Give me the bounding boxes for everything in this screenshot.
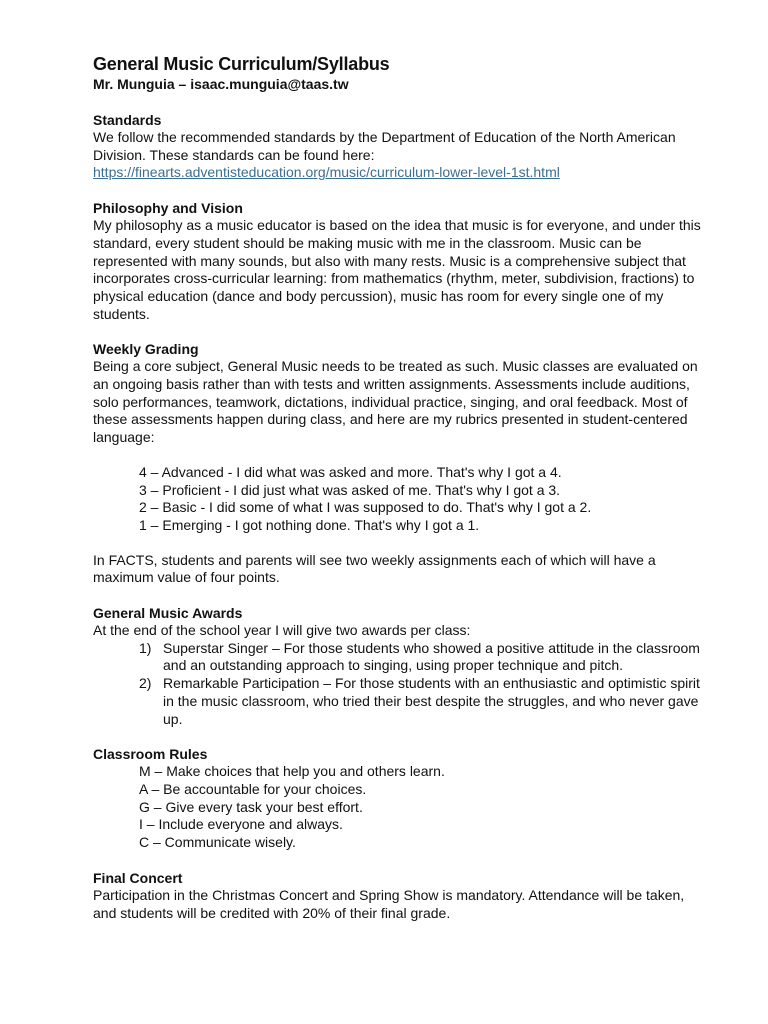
rubric-item: 1 – Emerging - I got nothing done. That's why I got a 1. (139, 516, 480, 533)
philosophy-heading: Philosophy and Vision (93, 200, 243, 217)
standards-text (93, 129, 708, 182)
page-title: General Music Curriculum/Syllabus (93, 54, 390, 74)
rules-section (93, 745, 708, 852)
award-number: 1) (139, 639, 152, 656)
awards-heading: General Music Awards (93, 605, 243, 622)
award-number: 2) (139, 675, 152, 692)
author-line: Mr. Munguia – isaac.munguia@taas.tw (93, 76, 349, 92)
facts-text: In FACTS, students and parents will see two weekly assignments each of which will have a maximum value of four points. (93, 551, 656, 586)
spacer (93, 447, 708, 464)
grading-heading: Weekly Grading (93, 341, 199, 358)
awards-section (93, 604, 708, 728)
award-item (139, 639, 708, 675)
concert-section (93, 869, 708, 922)
grading-section (93, 340, 708, 587)
rubric-list (93, 464, 708, 535)
standards-heading: Standards (93, 112, 162, 128)
philosophy-text: My philosophy as a music educator is based on the idea that music is for everyone, and under this standard, every student should be making music with me in the classroom. Music can be represented with many sounds, but also with many rests. Music is a comprehensive subject that incorporates cross-curricular learning: from mathematics (rhythm, meter, subdivision, fractions) to physical education (dance and body percussion), music has room for every single one of my students. (93, 217, 701, 322)
awards-list (93, 640, 708, 729)
concert-text: Participation in the Christmas Concert and Spring Show is mandatory. Attendance will be taken, and students will be credited with 20% of their final grade. (93, 886, 685, 921)
awards-intro: At the end of the school year I will give two awards per class: (93, 622, 471, 639)
rule-item: C – Communicate wisely. (139, 834, 296, 851)
grading-text: Being a core subject, General Music needs to be treated as such. Music classes are evaluated on an ongoing basis rather than with tests and written assignments. Assessments include auditions, solo performances, teamwork, dictations, individual practice, singing, and oral feedback. Most of these assessments happen during class, and here are my rubrics presented in student-centered language: (93, 358, 698, 446)
rule-item: A – Be accountable for your choices. (139, 780, 367, 797)
standards-section (93, 111, 708, 182)
rubric-item: 2 – Basic - I did some of what I was supposed to do. That's why I got a 2. (139, 499, 592, 516)
spacer (93, 535, 708, 552)
award-item (139, 675, 708, 728)
rule-item: M – Make choices that help you and others learn. (139, 763, 445, 780)
rules-heading: Classroom Rules (93, 746, 208, 763)
standards-body: We follow the recommended standards by the Department of Education of the North American Division. These standards can be found here: (93, 129, 676, 163)
rules-list (93, 763, 708, 852)
award-text: Superstar Singer – For those students who showed a positive attitude in the classroom and an outstanding approach to singing, using proper technique and pitch. (163, 639, 700, 674)
rule-item: G – Give every task your best effort. (139, 798, 363, 815)
philosophy-section (93, 199, 708, 323)
standards-link[interactable]: https://finearts.adventisteducation.org/music/curriculum-lower-level-1st.html (93, 164, 560, 181)
rubric-item: 4 – Advanced - I did what was asked and more. That's why I got a 4. (139, 463, 562, 480)
rubric-item: 3 – Proficient - I did just what was asked of me. That's why I got a 3. (139, 481, 561, 498)
award-text: Remarkable Participation – For those students with an enthusiastic and optimistic spirit in the music classroom, who tried their best despite the struggles, and who never gave up. (163, 675, 700, 727)
rule-item: I – Include everyone and always. (139, 816, 343, 833)
concert-heading: Final Concert (93, 869, 183, 886)
